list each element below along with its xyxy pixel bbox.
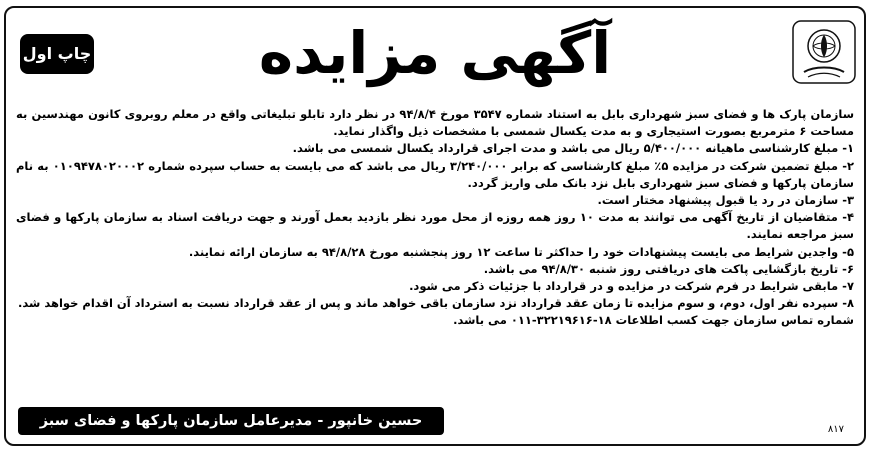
condition-item-4: ۴- متقاضیان از تاریخ آگهی می توانند به مدت ۱۰ روز همه روزه از محل مورد نظر بازدید بعمل آورند و جهت دریافت اسناد به سازمان پارکها و فضای سبز مراجعه نمایند. [16,210,855,242]
ad-code: ۸۱۷ [827,424,844,435]
ad-body [16,106,854,330]
signature-bar: حسین خانپور - مدیرعامل سازمان پارکها و فضای سبز [18,407,444,435]
condition-item-2: ۲- مبلغ تضمین شرکت در مزایده ۵٪ مبلغ کارشناسی که برابر ۳/۲۴۰/۰۰۰ ریال می باشد که می بایست به حساب سپرده شماره ۰۱۰۹۴۷۸۰۲۰۰۰۲ به نام سازمان پارکها و فضای سبز شهرداری بابل نزد بانک ملی واریز گردد. [16,158,854,190]
condition-item-3: ۳- سازمان در رد یا قبول پیشنهاد مختار است. [597,193,854,208]
organization-logo [792,20,856,84]
ad-title: آگهی مزایده [258,19,612,87]
first-print-badge: چاپ اول [20,34,94,74]
condition-item-7: ۷- مابقی شرایط در فرم شرکت در مزایده و در قرارداد با جزئیات ذکر می شود. [409,279,854,294]
condition-item-6: ۶- تاریخ بازگشایی پاکت های دریافتی روز شنبه ۹۴/۸/۳۰ می باشد. [483,261,854,276]
condition-item-8: ۸- سپرده نفر اول، دوم، و سوم مزایده تا زمان عقد قرارداد نزد سازمان باقی خواهد ماند و پس از عقد قرارداد نسبت به استرداد آن اقدام خواهد شد. [18,296,854,311]
condition-item-1: ۱- مبلغ کارشناسی ماهیانه ۵/۴۰۰/۰۰۰ ریال می باشد و مدت اجرای قرارداد یکسال شمسی می باشد. [292,141,854,156]
condition-item-5: ۵- واجدین شرایط می بایست پیشنهادات خود را حداکثر تا ساعت ۱۲ روز پنجشنبه مورخ ۹۴/۸/۲۸ به سازمان ارائه نمایند. [188,244,854,259]
contact-line: شماره تماس سازمان جهت کسب اطلاعات ۱۸-۳۲۲۱۹۶۱۶-۰۱۱ می باشد. [453,313,854,328]
intro-paragraph: سازمان پارک ها و فضای سبز شهرداری بابل به استناد شماره ۳۵۴۷ مورخ ۹۴/۸/۴ در نظر دارد تابلو تبلیغاتی واقع در معلم روبروی کانون مهندسین به مساحت ۶ مترمربع بصورت استیجاری و به مدت یکسال شمسی با مشخصات ذیل واگذار نماید. [16,107,855,139]
ad-header [6,8,864,104]
